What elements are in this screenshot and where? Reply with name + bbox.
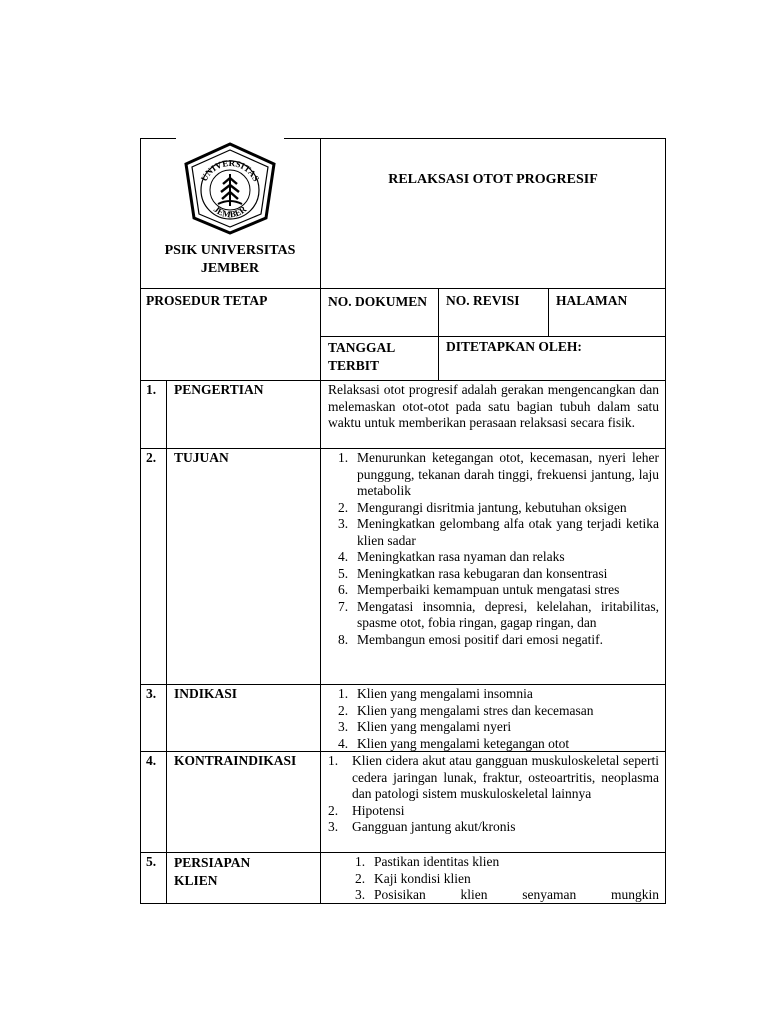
row-line-info-mid <box>320 336 666 337</box>
list-item: 5. Meningkatkan rasa kebugaran dan konsentrasi <box>338 565 608 581</box>
row-line-5 <box>140 852 666 853</box>
table-border-left <box>140 138 141 904</box>
row-line-3 <box>140 684 666 685</box>
list-item: 1. Pastikan identitas klien <box>355 854 500 869</box>
section-number: 2. <box>146 450 157 465</box>
col-line-nodok <box>438 288 439 381</box>
halaman-label: HALAMAN <box>556 293 628 308</box>
list-item: 1. Menurunkan ketegangan otot, kecemasan, nyeri leher punggung, tekanan darah tinggi, frekuensi jantung, laju metabolik <box>338 450 659 498</box>
header-divider <box>320 138 321 904</box>
prosedur-tetap-label: PROSEDUR TETAP <box>146 293 268 308</box>
list-item: 3. Klien yang mengalami nyeri <box>338 719 512 734</box>
list-item: 4. Meningkatkan rasa nyaman dan relaks <box>338 549 565 564</box>
university-logo <box>178 140 282 236</box>
list-item: 2. Hipotensi <box>328 802 405 818</box>
tanggal-terbit-label: TANGGAL TERBIT <box>328 340 395 373</box>
col-line-revisi <box>548 288 549 337</box>
no-dokumen-label: NO. DOKUMEN <box>328 294 427 309</box>
list-item: 6. Memperbaiki kemampuan untuk mengatasi stres <box>338 582 620 597</box>
row-line-2 <box>140 448 666 449</box>
list-item: 4. Klien yang mengalami ketegangan otot <box>338 735 570 751</box>
list-item: 2. Kaji kondisi klien <box>355 870 471 886</box>
ditetapkan-oleh-label: DITETAPKAN OLEH: <box>446 339 582 354</box>
row-line-header <box>140 288 666 289</box>
organization-name: PSIK UNIVERSITAS JEMBER <box>164 243 296 276</box>
col-line-num <box>166 380 167 904</box>
table-border-right <box>665 138 666 904</box>
table-border-top-right <box>284 138 666 139</box>
list-item: 3. Gangguan jantung akut/kronis <box>328 819 516 834</box>
pengertian-text: Relaksasi otot progresif adalah gerakan mengencangkan dan melemaskan otot-otot pada satu bagian tubuh dalam satu waktu untuk memberikan perasaan relaksasi secara fisik. <box>328 382 659 430</box>
list-item: 8. Membangun emosi positif dari emosi negatif. <box>338 631 603 647</box>
kontraindikasi-list <box>328 753 659 836</box>
logo-ring-bottom-text: JEMBER <box>211 203 249 220</box>
section-number: 1. <box>146 382 157 397</box>
persiapan-klien-list <box>355 854 659 904</box>
section-label: PENGERTIAN <box>174 382 264 397</box>
logo-ring-top-text: UNIVERSITAS <box>198 157 262 184</box>
section-label: TUJUAN <box>174 450 229 465</box>
no-revisi-label: NO. REVISI <box>446 293 520 308</box>
section-label: PERSIAPAN KLIEN <box>174 855 251 888</box>
section-number: 3. <box>146 686 157 701</box>
tujuan-list <box>338 450 659 648</box>
list-item: 3. Posisikan klien senyaman mungkin <box>355 887 659 902</box>
table-border-top-left <box>140 138 176 139</box>
list-item: 3. Meningkatkan gelombang alfa otak yang terjadi ketika klien sadar <box>338 516 659 548</box>
list-item: 1. Klien yang mengalami insomnia <box>338 686 533 701</box>
section-label: INDIKASI <box>174 686 238 701</box>
section-number: 5. <box>146 854 157 869</box>
list-item: 7. Mengatasi insomnia, depresi, kelelahan, iritabilitas, spasme otot, fobia ringan, gagap ringan, dan <box>338 598 659 630</box>
indikasi-list <box>338 686 659 752</box>
list-item: 1. Klien cidera akut atau gangguan muskuloskeletal seperti cedera jaringan lunak, fraktur, osteoartritis, neoplasma dan patologi sistem muskuloskeletal lainnya <box>328 753 659 801</box>
list-item: 2. Klien yang mengalami stres dan kecemasan <box>338 702 594 718</box>
section-label: KONTRAINDIKASI <box>174 753 297 768</box>
list-item: 2. Mengurangi disritmia jantung, kebutuhan oksigen <box>338 499 627 515</box>
section-number: 4. <box>146 753 157 768</box>
row-line-1 <box>140 380 666 381</box>
document-title: RELAKSASI OTOT PROGRESIF <box>388 172 598 187</box>
